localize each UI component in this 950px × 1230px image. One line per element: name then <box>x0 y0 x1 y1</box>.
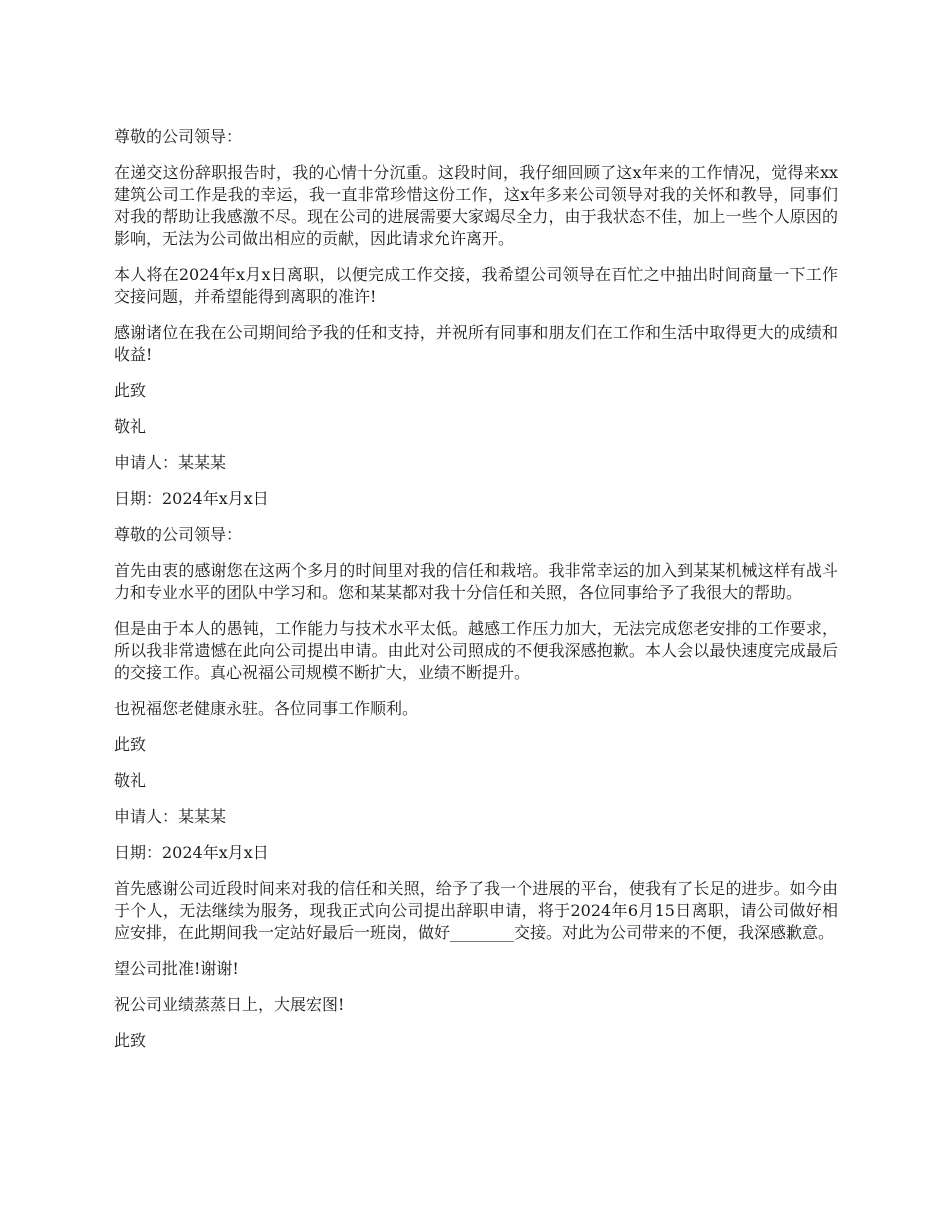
date-line: 日期：2024年x月x日 <box>114 489 269 508</box>
body-paragraph: 但是由于本人的愚钝，工作能力与技术水平太低。越感工作压力加大，无法完成您老安排的工作要求，所以我非常遗憾在此向公司提出申请。由此对公司照成的不便我深感抱歉。本人会以最快速度完成最后的交接工作。真心祝福公司规模不断扩大，业绩不断提升。 <box>114 619 838 682</box>
body-paragraph: 在递交这份辞职报告时，我的心情十分沉重。这段时间，我仔细回顾了这x年来的工作情况，觉得来xx建筑公司工作是我的幸运，我一直非常珍惜这份工作，这x年多来公司领导对我的关怀和教导，同事们对我的帮助让我感激不尽。现在公司的进展需要大家竭尽全力，由于我状态不佳，加上一些个人原因的影响，无法为公司做出相应的贡献，因此请求允许离开。 <box>114 163 838 248</box>
closing-line: 敬礼 <box>114 417 147 436</box>
salutation: 尊敬的公司领导： <box>114 525 243 544</box>
body-paragraph: 感谢诸位在我在公司期间给予我的任和支持，并祝所有同事和朋友们在工作和生活中取得更大的成绩和收益! <box>114 323 838 364</box>
body-paragraph: 首先由衷的感谢您在这两个多月的时间里对我的信任和栽培。我非常幸运的加入到某某机械这样有战斗力和专业水平的团队中学习和。您和某某都对我十分信任和关照，各位同事给予了我很大的帮助。 <box>114 561 838 602</box>
body-paragraph: 望公司批准!谢谢! <box>114 959 239 978</box>
body-paragraph: 也祝福您老健康永驻。各位同事工作顺利。 <box>114 699 419 718</box>
date-line: 日期：2024年x月x日 <box>114 843 269 862</box>
closing-line: 敬礼 <box>114 771 147 790</box>
closing-line: 此致 <box>114 1031 147 1050</box>
applicant-line: 申请人：某某某 <box>114 453 227 472</box>
closing-line: 此致 <box>114 735 147 754</box>
document-body <box>114 126 838 1066</box>
applicant-line: 申请人：某某某 <box>114 807 227 826</box>
salutation: 尊敬的公司领导： <box>114 127 243 146</box>
body-paragraph: 首先感谢公司近段时间来对我的信任和关照，给予了我一个进展的平台，使我有了长足的进步。如今由于个人，无法继续为服务，现我正式向公司提出辞职申请，将于2024年6月15日离职，请公司做好相应安排，在此期间我一定站好最后一班岗，做好________交接。对此为公司带来的不便，我深感歉意。 <box>114 879 838 942</box>
body-paragraph: 本人将在2024年x月x日离职，以便完成工作交接，我希望公司领导在百忙之中抽出时间商量一下工作交接问题，并希望能得到离职的准许! <box>114 265 838 306</box>
closing-line: 此致 <box>114 381 147 400</box>
body-paragraph: 祝公司业绩蒸蒸日上，大展宏图! <box>114 995 345 1014</box>
